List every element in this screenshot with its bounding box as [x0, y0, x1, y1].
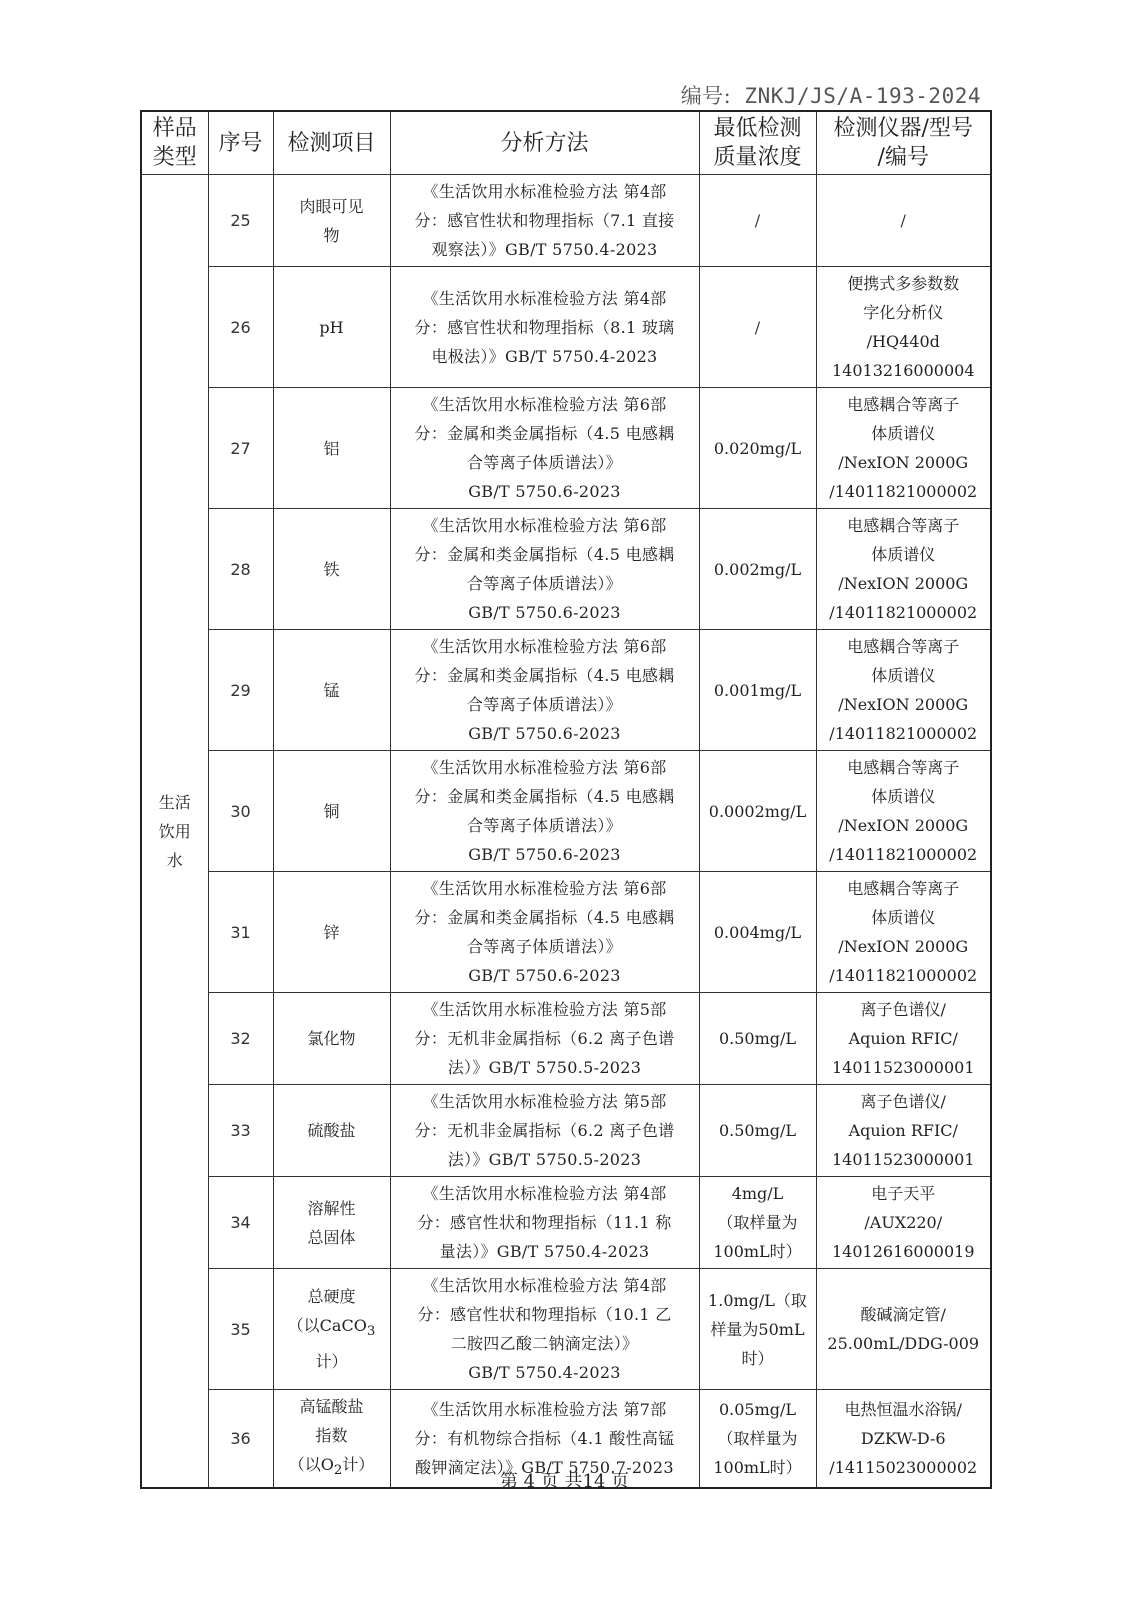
method-cell: 《生活饮用水标准检验方法 第6部 分：金属和类金属指标（4.5 电感耦 合等离子体质谱法）》 GB/T 5750.6-2023: [390, 509, 699, 630]
seq-cell: 30: [208, 751, 273, 872]
item-cell: 铝: [273, 388, 390, 509]
equipment-cell: /: [816, 175, 991, 267]
seq-cell: 35: [208, 1269, 273, 1390]
table-row: [141, 1177, 991, 1269]
limit-cell: /: [699, 267, 816, 388]
seq-cell: 27: [208, 388, 273, 509]
document-number: [681, 80, 981, 110]
seq-cell: 36: [208, 1390, 273, 1489]
test-method-table: [140, 110, 992, 1489]
method-cell: 《生活饮用水标准检验方法 第4部 分：感官性状和物理指标（7.1 直接 观察法）》GB/T 5750.4-2023: [390, 175, 699, 267]
item-cell: pH: [273, 267, 390, 388]
equipment-cell: 电感耦合等离子 体质谱仪 /NexION 2000G /14011821000002: [816, 388, 991, 509]
equipment-cell: 便携式多参数数 字化分析仪 /HQ440d 14013216000004: [816, 267, 991, 388]
seq-cell: 34: [208, 1177, 273, 1269]
item-cell: 硫酸盐: [273, 1085, 390, 1177]
document-number-label: 编号:: [680, 84, 732, 108]
table-row: [141, 175, 991, 267]
seq-cell: 26: [208, 267, 273, 388]
table-row: [141, 993, 991, 1085]
item-cell: 铜: [273, 751, 390, 872]
limit-cell: 4mg/L （取样量为 100mL时）: [699, 1177, 816, 1269]
table-row: [141, 630, 991, 751]
table-row: [141, 267, 991, 388]
item-cell: 肉眼可见 物: [273, 175, 390, 267]
method-cell: 《生活饮用水标准检验方法 第6部 分：金属和类金属指标（4.5 电感耦 合等离子体质谱法）》 GB/T 5750.6-2023: [390, 751, 699, 872]
table-row: [141, 872, 991, 993]
header-method: 分析方法: [390, 111, 699, 175]
seq-cell: 28: [208, 509, 273, 630]
limit-cell: 0.002mg/L: [699, 509, 816, 630]
equipment-cell: 电感耦合等离子 体质谱仪 /NexION 2000G /14011821000002: [816, 872, 991, 993]
equipment-cell: 电感耦合等离子 体质谱仪 /NexION 2000G /14011821000002: [816, 509, 991, 630]
method-cell: 《生活饮用水标准检验方法 第4部 分：感官性状和物理指标（10.1 乙 二胺四乙酸二钠滴定法）》 GB/T 5750.4-2023: [390, 1269, 699, 1390]
equipment-cell: 电感耦合等离子 体质谱仪 /NexION 2000G /14011821000002: [816, 630, 991, 751]
item-cell: 锌: [273, 872, 390, 993]
item-cell: 氯化物: [273, 993, 390, 1085]
table-row: [141, 388, 991, 509]
seq-cell: 32: [208, 993, 273, 1085]
method-cell: 《生活饮用水标准检验方法 第7部 分：有机物综合指标（4.1 酸性高锰 酸钾滴定法）》GB/T 5750.7-2023: [390, 1390, 699, 1489]
equipment-cell: 电子天平 /AUX220/ 14012616000019: [816, 1177, 991, 1269]
limit-cell: 0.001mg/L: [699, 630, 816, 751]
item-cell: 铁: [273, 509, 390, 630]
equipment-cell: 离子色谱仪/ Aquion RFIC/ 14011523000001: [816, 1085, 991, 1177]
table-row: [141, 509, 991, 630]
equipment-cell: 电热恒温水浴锅/ DZKW-D-6 /14115023000002: [816, 1390, 991, 1489]
method-cell: 《生活饮用水标准检验方法 第4部 分：感官性状和物理指标（11.1 称 量法）》GB/T 5750.4-2023: [390, 1177, 699, 1269]
method-cell: 《生活饮用水标准检验方法 第6部 分：金属和类金属指标（4.5 电感耦 合等离子体质谱法）》 GB/T 5750.6-2023: [390, 630, 699, 751]
limit-cell: 1.0mg/L（取 样量为50mL 时）: [699, 1269, 816, 1390]
method-cell: 《生活饮用水标准检验方法 第6部 分：金属和类金属指标（4.5 电感耦 合等离子体质谱法）》 GB/T 5750.6-2023: [390, 872, 699, 993]
page-footer: 第 4 页 共14 页: [499, 1471, 630, 1492]
header-item: 检测项目: [273, 111, 390, 175]
seq-cell: 29: [208, 630, 273, 751]
table-row: [141, 1085, 991, 1177]
method-cell: 《生活饮用水标准检验方法 第5部 分：无机非金属指标（6.2 离子色谱 法）》GB/T 5750.5-2023: [390, 993, 699, 1085]
limit-cell: /: [699, 175, 816, 267]
item-cell: 高锰酸盐 指数 （以$O_2$计）: [273, 1390, 390, 1489]
header-seq: 序号: [208, 111, 273, 175]
seq-cell: 31: [208, 872, 273, 993]
limit-cell: 0.004mg/L: [699, 872, 816, 993]
limit-cell: 0.0002mg/L: [699, 751, 816, 872]
item-cell: 总硬度 （以CaCO$_3$ 计）: [273, 1269, 390, 1390]
header-row: [141, 111, 991, 175]
equipment-cell: 酸碱滴定管/ 25.00mL/DDG-009: [816, 1269, 991, 1390]
seq-cell: 33: [208, 1085, 273, 1177]
limit-cell: 0.020mg/L: [699, 388, 816, 509]
header-sample-type: 样品 类型: [141, 111, 208, 175]
method-cell: 《生活饮用水标准检验方法 第4部 分：感官性状和物理指标（8.1 玻璃 电极法）》GB/T 5750.4-2023: [390, 267, 699, 388]
header-equipment: 检测仪器/型号 /编号: [816, 111, 991, 175]
sample-type-cell: 生活 饮用 水: [141, 175, 208, 1489]
header-limit: 最低检测 质量浓度: [699, 111, 816, 175]
limit-cell: 0.50mg/L: [699, 993, 816, 1085]
equipment-cell: 离子色谱仪/ Aquion RFIC/ 14011523000001: [816, 993, 991, 1085]
limit-cell: 0.05mg/L （取样量为 100mL时）: [699, 1390, 816, 1489]
method-cell: 《生活饮用水标准检验方法 第6部 分：金属和类金属指标（4.5 电感耦 合等离子体质谱法）》 GB/T 5750.6-2023: [390, 388, 699, 509]
document-number-value: ZNKJ/JS/A-193-2024: [744, 84, 981, 108]
seq-cell: 25: [208, 175, 273, 267]
limit-cell: 0.50mg/L: [699, 1085, 816, 1177]
item-cell: 溶解性 总固体: [273, 1177, 390, 1269]
method-cell: 《生活饮用水标准检验方法 第5部 分：无机非金属指标（6.2 离子色谱 法）》GB/T 5750.5-2023: [390, 1085, 699, 1177]
table-row: [141, 751, 991, 872]
item-cell: 锰: [273, 630, 390, 751]
equipment-cell: 电感耦合等离子 体质谱仪 /NexION 2000G /14011821000002: [816, 751, 991, 872]
table-row: [141, 1269, 991, 1390]
